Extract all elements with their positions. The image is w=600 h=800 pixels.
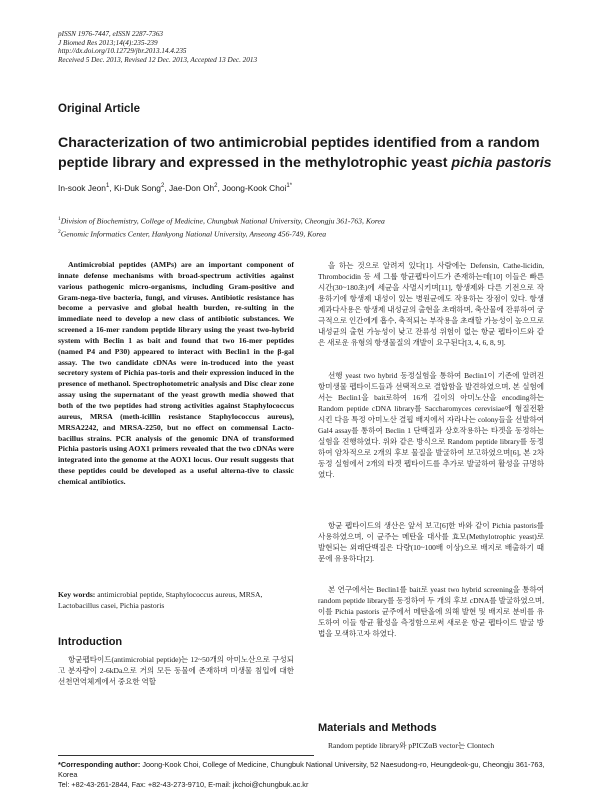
abstract: Antimicrobial peptides (AMPs) are an important component of innate defense mechanisms with broad-spectrum activities against various pathogenic micro-organisms, including Gram-positive and Gram-nega-tive bacteria, fungi, and viruses. Antibiotic resistance has become a pervasive and global health burden, re-sulting in the immediate need to develop a new class of antibiotic substances. We screened a 16-mer random peptide library using the yeast two-hybrid system with Beclin 1 as bait and found that two 16-mer peptides (named P4 and P30) appeared to interact with Beclin1 in the β-gal assay. The two candidate cDNAs were in-troduced into the yeast secretory system of Pichia pas-toris and their expression induced in the presence of methanol. Spectrophotometric analysis and Disc clear zone assay using the supernatant of the yeast growth media showed that both of the two peptides had strong activities against Staphylococcus aureus, MRSA (meth-icillin resistance Staphylococcus aureus), MRSA2242, and MRSA-2250, but no effect on commensal Lacto-bacillus strains. PCR analysis of the genomic DNA of transformed Pichia pastoris using AOX1 primers revealed that the two cDNAs were integrated into the genome at the AOX1 locus. Our result suggests that these peptides could be developed as a useful alterna-tive to classic chemical antibiotics. [58,260,294,486]
journal-citation: J Biomed Res 2013;14(4):235-239 [58,38,158,47]
affiliation-text: Division of Biochemistry, College of Medicine, Chungbuk National University, Cheongju 361-763, Korea [60,216,385,226]
article-type: Original Article [58,103,141,115]
author-name: Jae-Don Oh [168,183,215,193]
methods-heading: Materials and Methods [318,722,437,734]
title-species: pichia pastoris [451,155,552,171]
article-dates: Received 5 Dec. 2013, Revised 12 Dec. 2013, Accepted 13 Dec. 2013 [58,55,258,64]
author-name: In-sook Jeon [58,183,106,193]
footnote-divider [58,755,314,756]
author-name: Ki-Duk Song [113,183,161,193]
doi-link[interactable]: http://dx.doi.org/10.12729/jbr.2013.14.4.235 [58,47,187,56]
keywords [58,590,294,611]
corresponding-label: *Corresponding author: [58,760,141,769]
affiliation-mark: 1 [58,216,61,222]
corresponding-author [58,760,558,790]
corresponding-address: Joong-Kook Choi, College of Medicine, Chungbuk National University, 52 Naesudong-ro, Heungdeok-gu, Cheongju 361-763, Korea [58,760,545,779]
article-title [58,133,558,173]
affiliation-item [58,227,558,240]
affiliation-mark: 2 [58,229,61,236]
affiliation-item [58,214,558,227]
affiliation-text: Genomic Informatics Center, Hankyong National University, Anseong 456-749, Korea [60,229,327,239]
author-affil-mark: 2 [214,183,218,190]
corresponding-contact: Tel: +82-43-261-2844, Fax: +82-43-273-9710, E-mail: jkchoi@chungbuk.ac.kr [58,780,309,789]
issn-line: pISSN 1976-7447, eISSN 2287-7363 [58,30,164,38]
methods-text: Random peptide library와 pPICZαB vector는 Clontech [328,741,495,750]
affiliations [58,214,558,240]
author-affil-mark: 1* [286,183,293,190]
author-name: Joong-Kook Choi [222,183,287,193]
body-paragraph: 을 하는 것으로 알려져 있다[1]. 사람에는 Defensin, Cathe-licidin, Thrombocidin 등 세 그룹 항균펩타이드가 존재하는데[10] 이들은 빠른 시간(30~180초)에 세균을 사멸시키며[11], 항생제와 다른 기전으로 작용하기에 항생제 내성이 있는 병원균에도 작용하는 장점이 있다. 항생제과다사용은 항생제 내성균의 출현을 초래하며, 축산물에 잔류하여 궁극적으로 인간에게 흡수, 축적되는 부작용을 초래할 가능성이 높으므로 내성균의 출현 가능성이 낮고 잔류성 위험이 없는 항균 펩타이드와 같은 새로운 유형의 항생물질의 개발이 요구된다[3, 4, 6, 8, 9]. [318,261,544,347]
introduction-heading: Introduction [58,636,123,648]
author-affil-mark: 2 [160,183,165,190]
body-paragraph: 선행 yeast two hybrid 동정실험을 통하여 Beclin1이 기존에 알려진 항미생물 펩타이드들과 선택적으로 결합함을 발견하였으며, 본 실험에서는 Beclin1을 bait로하여 16개 길이의 아미노산을 encoding하는 Random peptide cDNA library를 Saccharomyces cerevisiae에 형질전환 시킨 다음 특정 아미노산 결핍 배지에서 자라나는 colony들을 선발하여 Gal4 assay를 통하여 Beclin 1 단백질과 상호작용하는 타겟을 동정하는 실험을 진행하였다. 위와 같은 방식으로 Random peptide library를 동정하여 암차적으로 2개의 후보 물질을 발굴하여 보고하였으며[6], 본 2차 동정 실험에서 2개의 타겟 펩타이드를 추가로 발굴하여 활성을 규명하였다. [318,371,544,479]
author-affil-mark: 1 [105,183,110,190]
introduction-text: 항균펩타이드(antimicrobial peptide)는 12~50개의 아미노산으로 구성되고 분자량이 2-6kDa으로 거의 모든 동물에 존재하며 미생물 침입에 대한 선천면역체계에서 중요한 역할 [58,655,294,686]
keywords-text: antimicrobial peptide, Staphylococcus aureus, MRSA, Lactobacillus casei, Pichia pastoris [58,590,263,610]
author-list: In-sook Jeon$^1$, Ki-Duk Song$^2$, Jae-Don Oh$^2$, Joong-Kook Choi$^{1*}$ [58,183,293,193]
body-paragraph: 항균 펩타이드의 생산은 앞서 보고[6]한 바와 같이 Pichia pastoris를 사용하였으며, 이 균주는 메탄올 대사를 효모(Methylotrophic yeast)로 발현되는 외래단백질은 다량(10~100배 이상)으로 배지로 배출하기 때문에 유용하다[2]. [318,521,544,563]
keywords-label: Key words: [58,590,96,599]
title-main: Characterization of two antimicrobial peptides identified from a random peptide library and expressed in the methylotrophic yeast [58,135,540,171]
journal-header [58,30,558,64]
body-paragraph: 본 연구에서는 Beclin1를 bait로 yeast two hybrid screening을 통하여 random peptide library를 동정하여 두 개의 후보 cDNA를 발굴하였으며, 이를 Pichia pastoris 균주에서 메탄올에 의해 발현 및 배지로 분비를 유도하여 이들 항균 활성을 측정함으로써 새로운 항균 펩타이드 발굴 방법을 모색하고자 하였다. [318,585,544,638]
